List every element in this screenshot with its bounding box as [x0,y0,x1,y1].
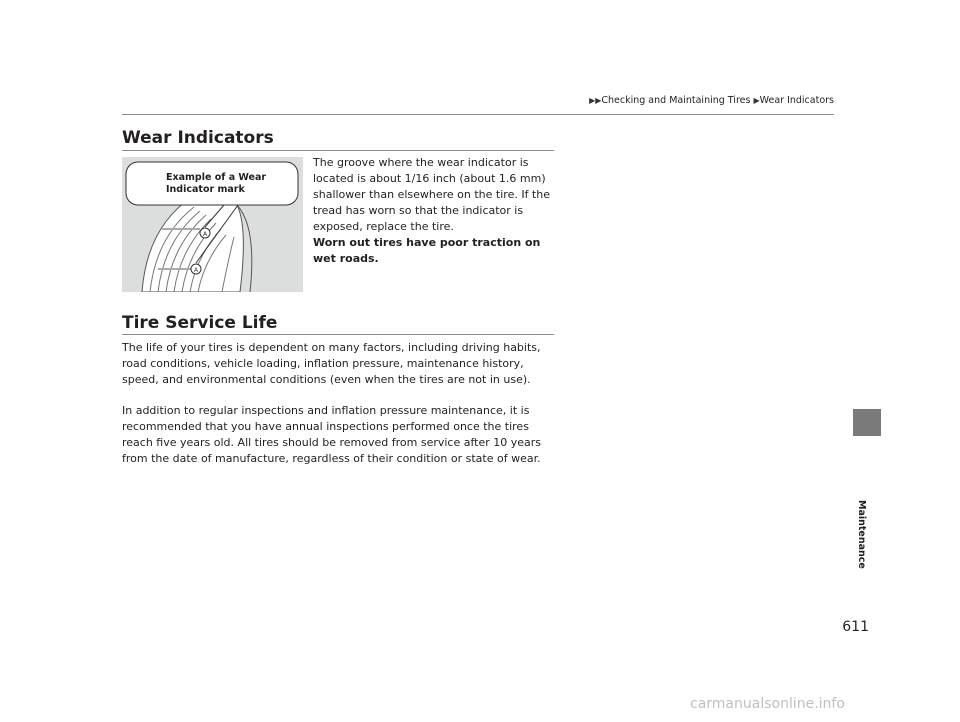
page-number: 611 [842,619,869,635]
wear-indicators-body [313,155,559,267]
tire-service-life-para2: In addition to regular inspections and inflation pressure maintenance, it is recommended that you have annual inspections performed once the tires reach five years old. All tires should be removed from service after 10 years from the date of manufacture, regardless of their condition or state of wear. [122,404,542,465]
wear-indicators-rule [122,150,554,151]
breadcrumb-arrow-icon: ▶ [753,96,760,105]
breadcrumb-parent[interactable]: Checking and Maintaining Tires [601,95,751,106]
tire-service-life-title: Tire Service Life [122,313,278,333]
wear-mark-icon [200,228,210,238]
wear-mark-icon [191,264,201,274]
breadcrumb [589,95,834,106]
wear-indicators-description: The groove where the wear indicator is located is about 1/16 inch (about 1.6 mm) shallower than elsewhere on the tire. If the tread has worn so that the indicator is exposed, replace the tire. [313,156,550,233]
tire-service-life-rule [122,334,554,335]
svg-text:A: A [193,267,199,274]
header-divider [122,114,834,115]
section-tab[interactable] [853,409,881,436]
breadcrumb-current: Wear Indicators [759,95,834,106]
tire-service-life-para1: The life of your tires is dependent on many factors, including driving habits, road conditions, vehicle loading, inflation pressure, maintenance history, speed, and environmental conditions (even when the tires are not in use). [122,341,541,386]
section-tab-label: Maintenance [856,500,867,569]
wear-indicators-warning: Worn out tires have poor traction on wet roads. [313,236,541,265]
breadcrumb-arrow-icon: ▶▶ [589,96,602,105]
watermark: carmanualsonline.info [690,696,845,712]
figure-callout-label: Example of a Wear Indicator mark [166,172,267,195]
wear-indicators-title: Wear Indicators [122,128,274,148]
svg-text:A: A [202,231,208,238]
